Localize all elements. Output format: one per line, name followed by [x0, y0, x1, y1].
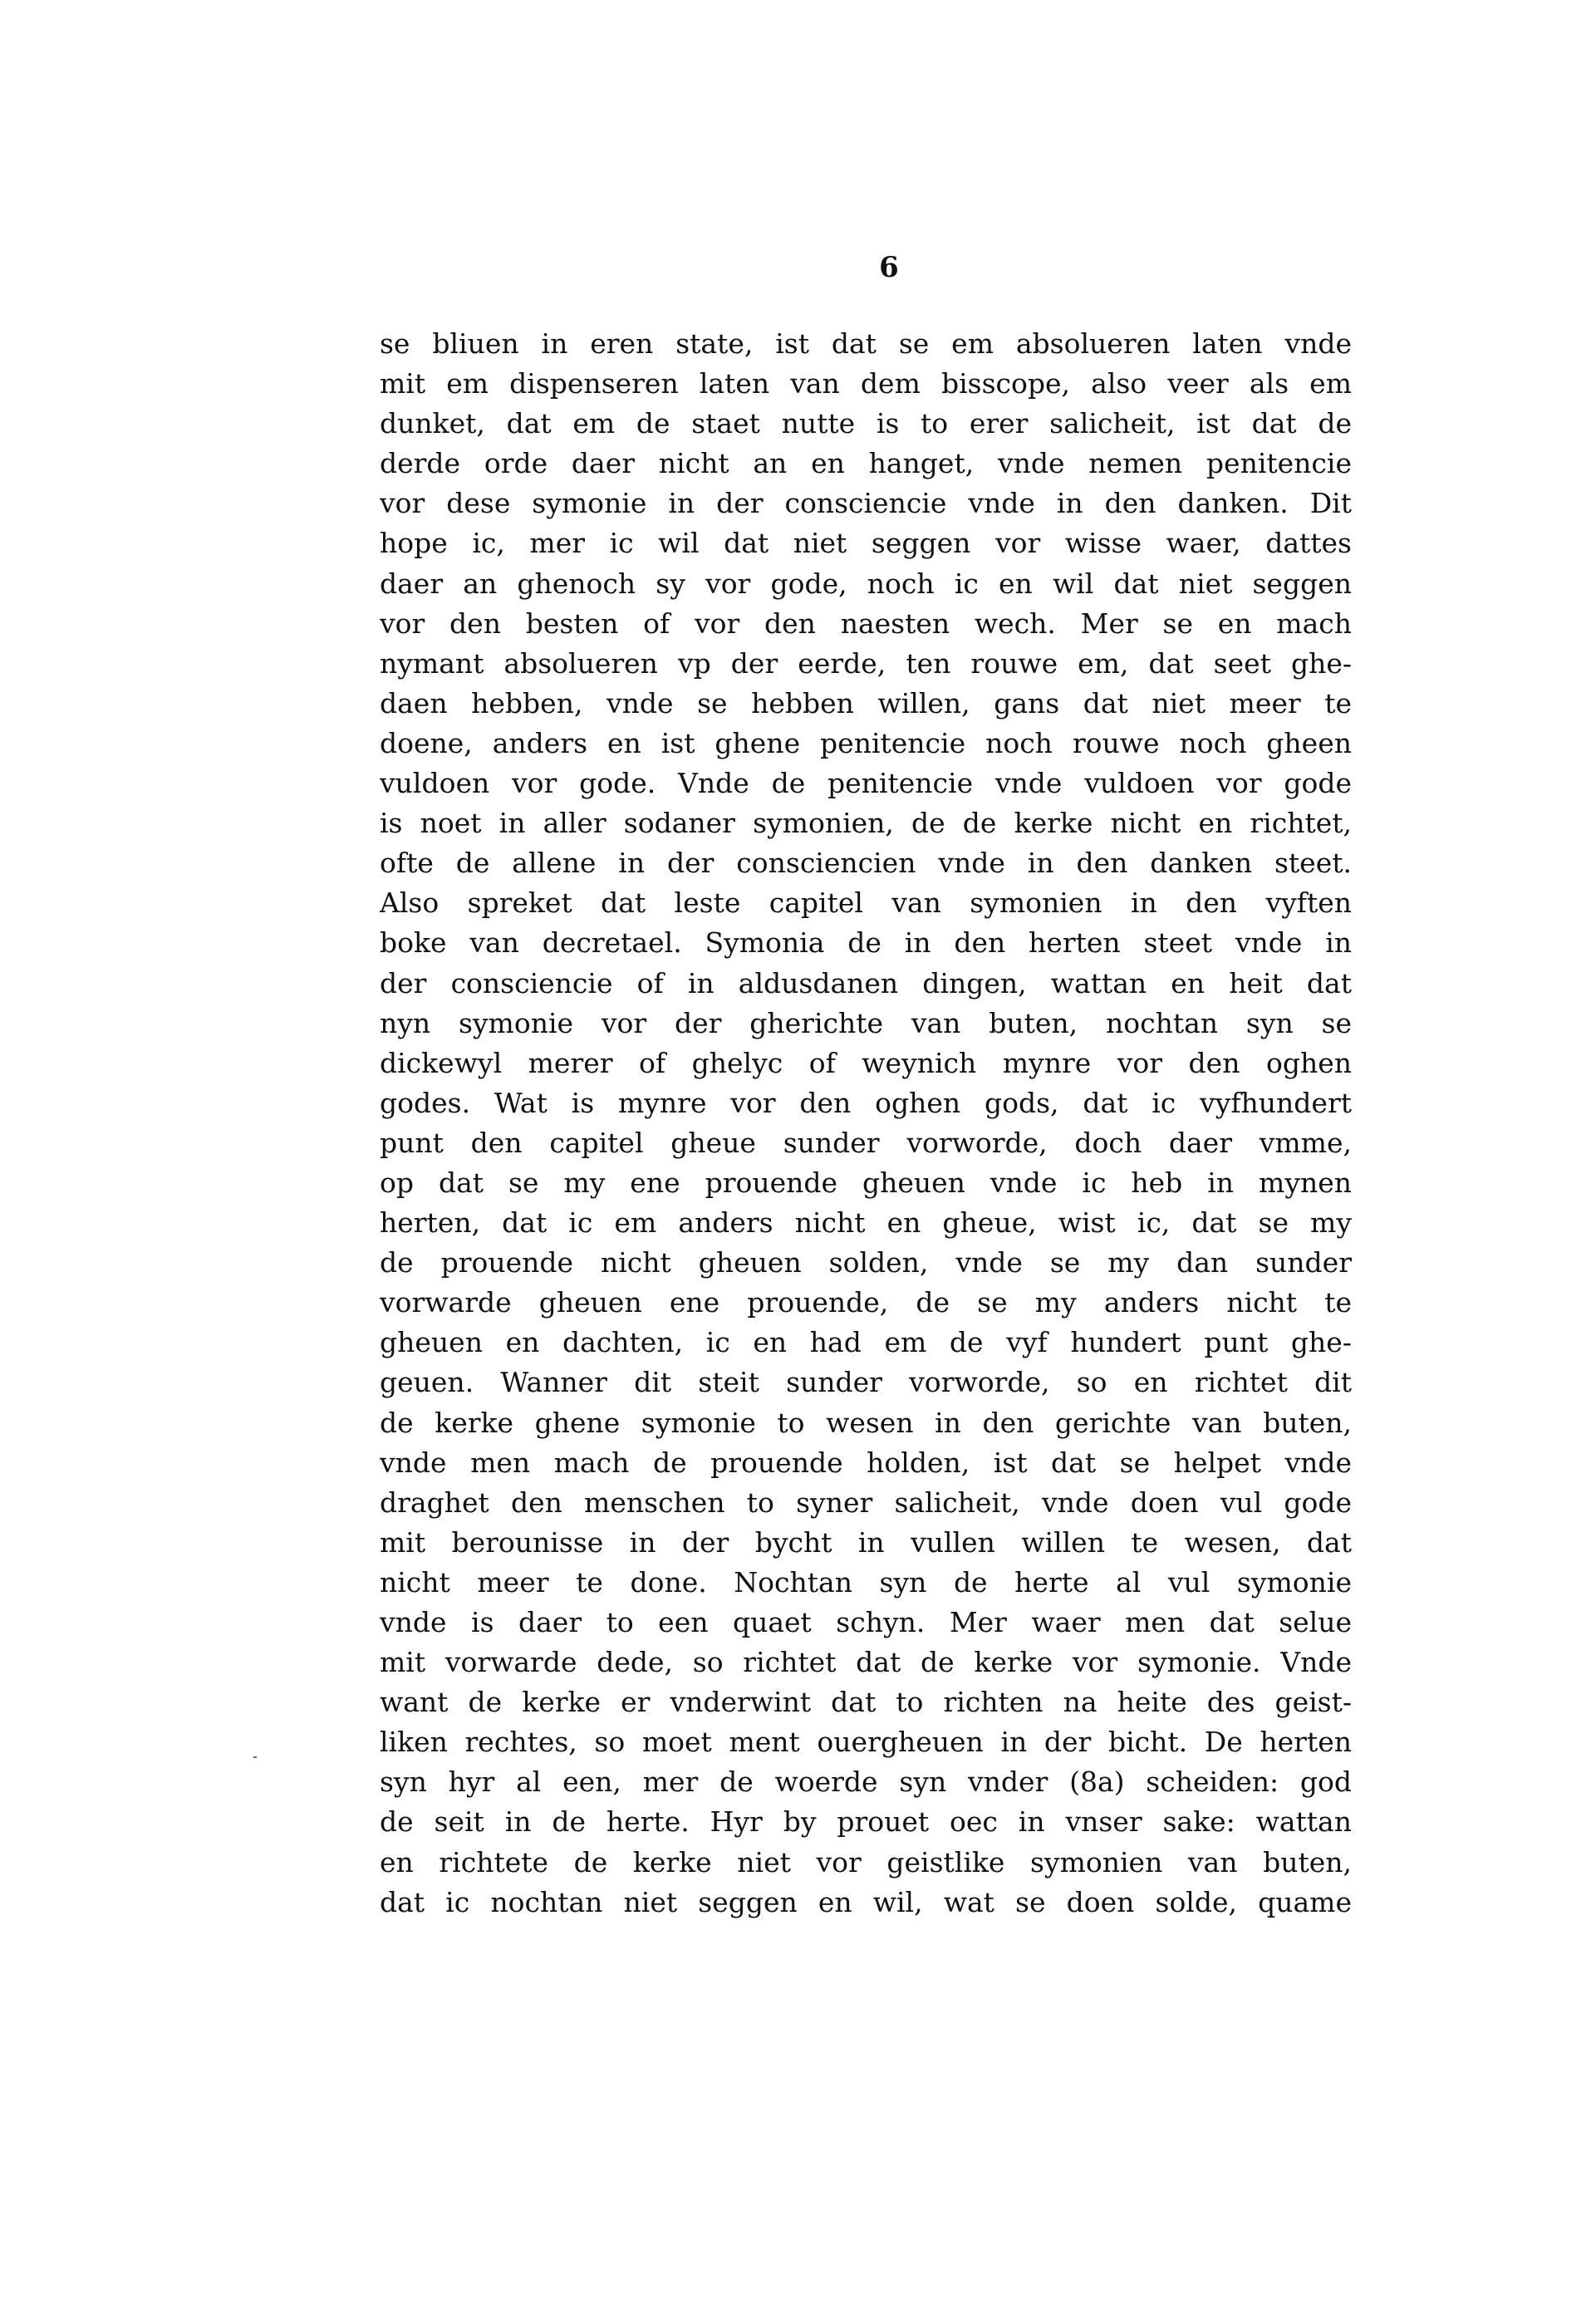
- text-line: syn hyr al een, mer de woerde syn vnder (8a) scheiden: god: [380, 1766, 1352, 1799]
- text-line: draghet den menschen to syner salicheit, vnde doen vul gode: [380, 1486, 1352, 1519]
- text-line: godes. Wat is mynre vor den oghen gods, dat ic vyfhundert: [380, 1086, 1352, 1119]
- text-line: mit berounisse in der bycht in vullen willen te wesen, dat: [380, 1525, 1352, 1559]
- text-line: se bliuen in eren state, ist dat se em absolueren laten vnde: [380, 327, 1352, 360]
- text-line: gheuen en dachten, ic en had em de vyf hundert punt ghe-: [380, 1326, 1352, 1359]
- text-line: vor dese symonie in der consciencie vnde in den danken. Dit: [380, 487, 1352, 520]
- text-line: de seit in de herte. Hyr by prouet oec in vnser sake: wattan: [380, 1805, 1352, 1839]
- text-line: dunket, dat em de staet nutte is to erer salicheit, ist dat de: [380, 407, 1352, 440]
- text-line: dickewyl merer of ghelyc of weynich mynre vor den oghen: [380, 1046, 1352, 1079]
- text-line: herten, dat ic em anders nicht en gheue, wist ic, dat se my: [380, 1206, 1352, 1240]
- text-line: punt den capitel gheue sunder vorworde, doch daer vmme,: [380, 1126, 1352, 1159]
- text-line: vor den besten of vor den naesten wech. Mer se en mach: [380, 607, 1352, 640]
- text-line: boke van decretael. Symonia de in den herten steet vnde in: [380, 926, 1352, 960]
- text-line: daer an ghenoch sy vor gode, noch ic en wil dat niet seggen: [380, 567, 1352, 600]
- text-line: en richtete de kerke niet vor geistlike symonien van buten,: [380, 1845, 1352, 1879]
- text-line: vorwarde gheuen ene prouende, de se my anders nicht te: [380, 1286, 1352, 1319]
- text-line: mit em dispenseren laten van dem bisscope, also veer als em: [380, 367, 1352, 400]
- text-line: nymant absolueren vp der eerde, ten rouwe em, dat seet ghe-: [380, 646, 1352, 680]
- text-line: derde orde daer nicht an en hanget, vnde nemen penitencie: [380, 447, 1352, 480]
- text-line: vnde is daer to een quaet schyn. Mer waer men dat selue: [380, 1606, 1352, 1638]
- text-line: hope ic, mer ic wil dat niet seggen vor wisse waer, dattes: [380, 527, 1352, 560]
- text-line: de kerke ghene symonie to wesen in den gerichte van buten,: [380, 1406, 1352, 1439]
- margin-mark: [253, 1756, 257, 1758]
- page-number: 6: [879, 251, 899, 284]
- text-line: is noet in aller sodaner symonien, de de kerke nicht en richtet,: [380, 807, 1352, 840]
- text-line: dat ic nochtan niet seggen en wil, wat se doen solde, quame: [380, 1885, 1352, 1918]
- text-line: want de kerke er vnderwint dat to richten na heite des geist-: [380, 1686, 1352, 1719]
- text-line: der consciencie of in aldusdanen dingen, wattan en heit dat: [380, 966, 1352, 999]
- text-line: liken rechtes, so moet ment ouergheuen in der bicht. De herten: [380, 1726, 1352, 1759]
- text-line: de prouende nicht gheuen solden, vnde se my dan sunder: [380, 1246, 1352, 1279]
- text-line: nicht meer te done. Nochtan syn de herte al vul symonie: [380, 1565, 1352, 1599]
- text-line: daen hebben, vnde se hebben willen, gans dat niet meer te: [380, 686, 1352, 719]
- text-line: mit vorwarde dede, so richtet dat de kerke vor symonie. Vnde: [380, 1646, 1352, 1679]
- text-line: ofte de allene in der consciencien vnde in den danken steet.: [380, 847, 1352, 880]
- text-line: vuldoen vor gode. Vnde de penitencie vnde vuldoen vor gode: [380, 767, 1352, 800]
- text-line: vnde men mach de prouende holden, ist dat se helpet vnde: [380, 1446, 1352, 1479]
- text-line: nyn symonie vor der gherichte van buten, nochtan syn se: [380, 1006, 1352, 1039]
- body-text: [380, 324, 1352, 1923]
- text-line: Also spreket dat leste capitel van symonien in den vyften: [380, 886, 1352, 920]
- text-line: geuen. Wanner dit steit sunder vorworde, so en richtet dit: [380, 1366, 1352, 1399]
- text-line: op dat se my ene prouende gheuen vnde ic heb in mynen: [380, 1166, 1352, 1199]
- text-line: doene, anders en ist ghene penitencie noch rouwe noch gheen: [380, 726, 1352, 759]
